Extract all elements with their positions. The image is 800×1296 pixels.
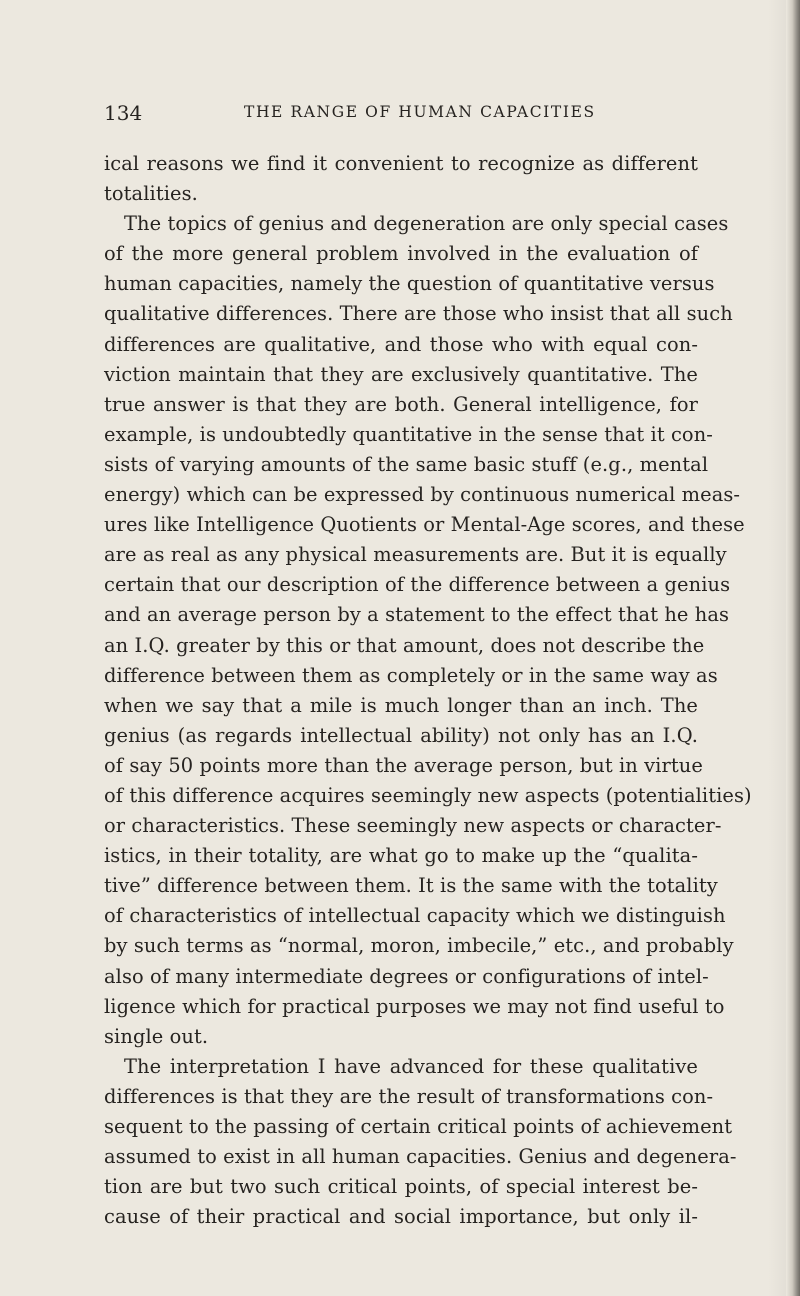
page-number: 134 [104,101,143,125]
text-line: when we say that a mile is much longer than an inch. The [104,693,698,717]
running-head: THE RANGE OF HUMAN CAPACITIES [244,103,596,121]
text-line: sists of varying amounts of the same basic stuff (e.g., mental [104,452,709,476]
text-line: tive” difference between them. It is the same with the totality [104,874,718,898]
page-edge [786,0,800,1296]
text-line: sequent to the passing of certain critical points of achievement [104,1115,733,1138]
text-line: human capacities, namely the question of quantitative versus [104,272,715,296]
text-line: istics, in their totality, are what go to make up the “qualita- [104,844,698,868]
text-line: difference between them as completely or in the same way as [104,663,718,687]
text-line: assumed to exist in all human capacities. Genius and degenera- [104,1145,737,1169]
text-line: totalities. [104,182,198,206]
text-line: or characteristics. These seemingly new aspects or character- [104,814,722,838]
text-line: ures like Intelligence Quotients or Mental-Age scores, and these [104,513,745,537]
text-line: The interpretation I have advanced for these qualitative [124,1054,698,1078]
page-gutter-shadow [768,0,786,1296]
text-line: true answer is that they are both. General intelligence, for [104,392,698,416]
text-line: an I.Q. greater by this or that amount, does not describe the [104,633,705,657]
text-line: of this difference acquires seemingly new aspects (potentialities) [104,783,752,807]
text-line: ical reasons we find it convenient to recognize as different [104,152,698,175]
text-line: The topics of genius and degeneration are only special cases [124,212,729,236]
text-line: qualitative differences. There are those who insist that all such [104,302,733,326]
text-line: example, is undoubtedly quantitative in the sense that it con- [104,422,713,446]
body-text [104,149,752,1232]
text-line: are as real as any physical measurements are. But it is equally [104,543,727,567]
text-line: certain that our description of the difference between a genius [104,573,731,597]
text-line: also of many intermediate degrees or configurations of intel- [104,964,709,988]
text-line: and an average person by a statement to the effect that he has [104,603,730,627]
text-line: differences are qualitative, and those who with equal con- [104,332,698,356]
text-line: single out. [104,1024,209,1048]
text-line: of the more general problem involved in the evaluation of [104,242,698,266]
text-line: viction maintain that they are exclusively quantitative. The [104,362,698,386]
text-line: by such terms as “normal, moron, imbecile,” etc., and probably [104,934,734,958]
text-line: genius (as regards intellectual ability) not only has an I.Q. [104,723,698,747]
text-line: of say 50 points more than the average person, but in virtue [104,753,703,777]
text-line: tion are but two such critical points, of special interest be- [104,1175,698,1199]
text-line: ligence which for practical purposes we may not find useful to [104,994,725,1018]
page-header [104,101,696,131]
text-line: differences is that they are the result of transformations con- [104,1084,714,1108]
text-line: cause of their practical and social importance, but only il- [104,1205,698,1229]
text-line: energy) which can be expressed by continuous numerical meas- [104,483,741,507]
text-line: of characteristics of intellectual capacity which we distinguish [104,904,726,928]
